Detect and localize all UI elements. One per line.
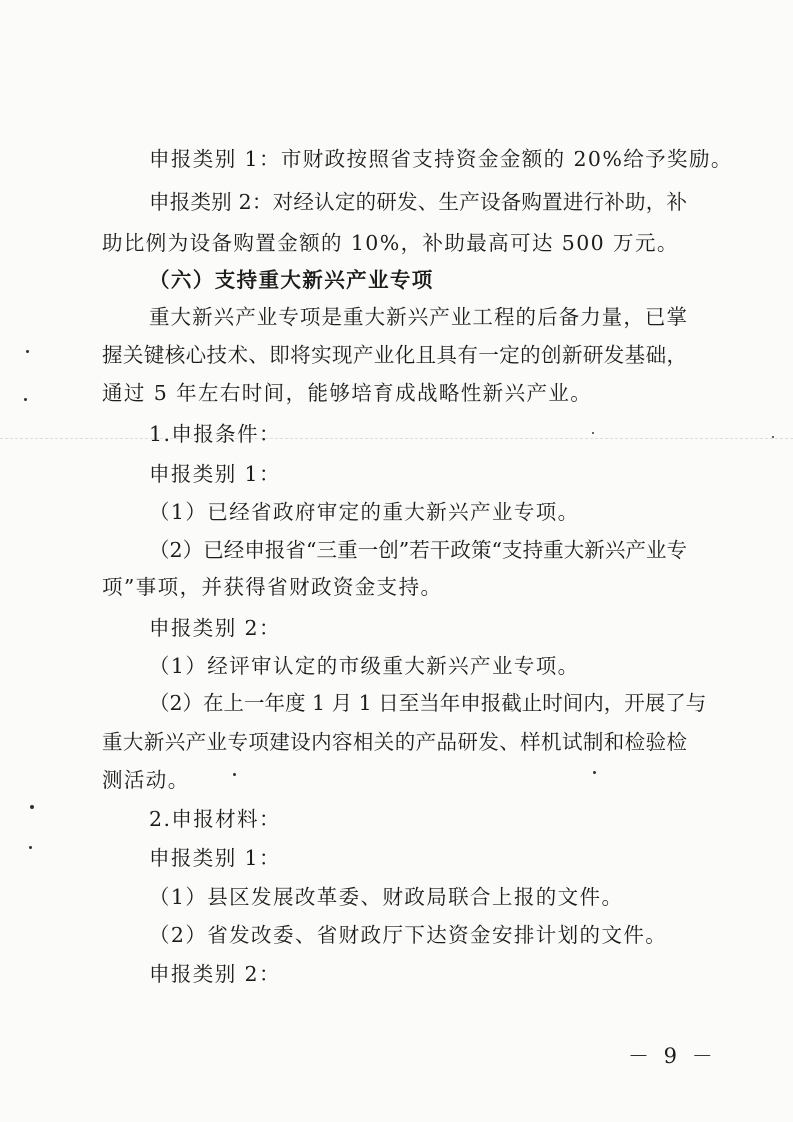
scan-speck bbox=[30, 805, 34, 809]
scan-artifact-line bbox=[0, 438, 793, 439]
category-label: 申报类别 1： bbox=[149, 846, 281, 870]
subsection-heading: 1.申报条件： bbox=[149, 422, 281, 446]
list-item: （1）县区发展改革委、财政局联合上报的文件。 bbox=[149, 885, 624, 909]
paragraph-line: 通过 5 年左右时间，能够培育成战略性新兴产业。 bbox=[102, 381, 593, 405]
category-label: 申报类别 2： bbox=[149, 616, 281, 640]
paragraph-line: 重大新兴产业专项是重大新兴产业工程的后备力量，已掌 bbox=[149, 305, 687, 329]
paragraph-line: 测活动。 bbox=[102, 768, 190, 792]
page-number: － 9 － bbox=[628, 1044, 717, 1068]
list-item: （1）已经省政府审定的重大新兴产业专项。 bbox=[149, 500, 580, 524]
category-label: 申报类别 2： bbox=[149, 962, 281, 986]
scan-speck bbox=[24, 398, 27, 401]
list-item: （2）省发改委、省财政厅下达资金安排计划的文件。 bbox=[149, 923, 668, 947]
scan-speck bbox=[233, 773, 236, 776]
list-item: （2）已经申报省“三重一创”若干政策“支持重大新兴产业专 bbox=[149, 538, 687, 562]
scan-speck bbox=[29, 846, 32, 849]
scan-speck bbox=[26, 350, 29, 353]
paragraph-line: 申报类别 2：对经认定的研发、生产设备购置进行补助，补 bbox=[149, 190, 687, 214]
scan-speck bbox=[592, 432, 594, 434]
paragraph-line: 助比例为设备购置金额的 10%，补助最高可达 500 万元。 bbox=[102, 231, 679, 255]
scan-speck bbox=[772, 436, 774, 438]
category-label: 申报类别 1： bbox=[149, 462, 281, 486]
paragraph-line: 重大新兴产业专项建设内容相关的产品研发、样机试制和检验检 bbox=[102, 730, 687, 754]
scan-speck bbox=[593, 771, 596, 774]
list-item: （1）经评审认定的市级重大新兴产业专项。 bbox=[149, 654, 580, 678]
list-item: （2）在上一年度 1 月 1 日至当年申报截止时间内，开展了与 bbox=[149, 691, 707, 715]
paragraph-line: 握关键核心技术、即将实现产业化且具有一定的创新研发基础， bbox=[102, 343, 687, 367]
paragraph-line: 申报类别 1：市财政按照省支持资金金额的 20%给予奖励。 bbox=[149, 147, 733, 171]
subsection-heading: 2.申报材料： bbox=[149, 807, 281, 831]
paragraph-line: 项”事项，并获得省财政资金支持。 bbox=[102, 575, 443, 599]
section-heading: （六）支持重大新兴产业专项 bbox=[149, 268, 434, 292]
